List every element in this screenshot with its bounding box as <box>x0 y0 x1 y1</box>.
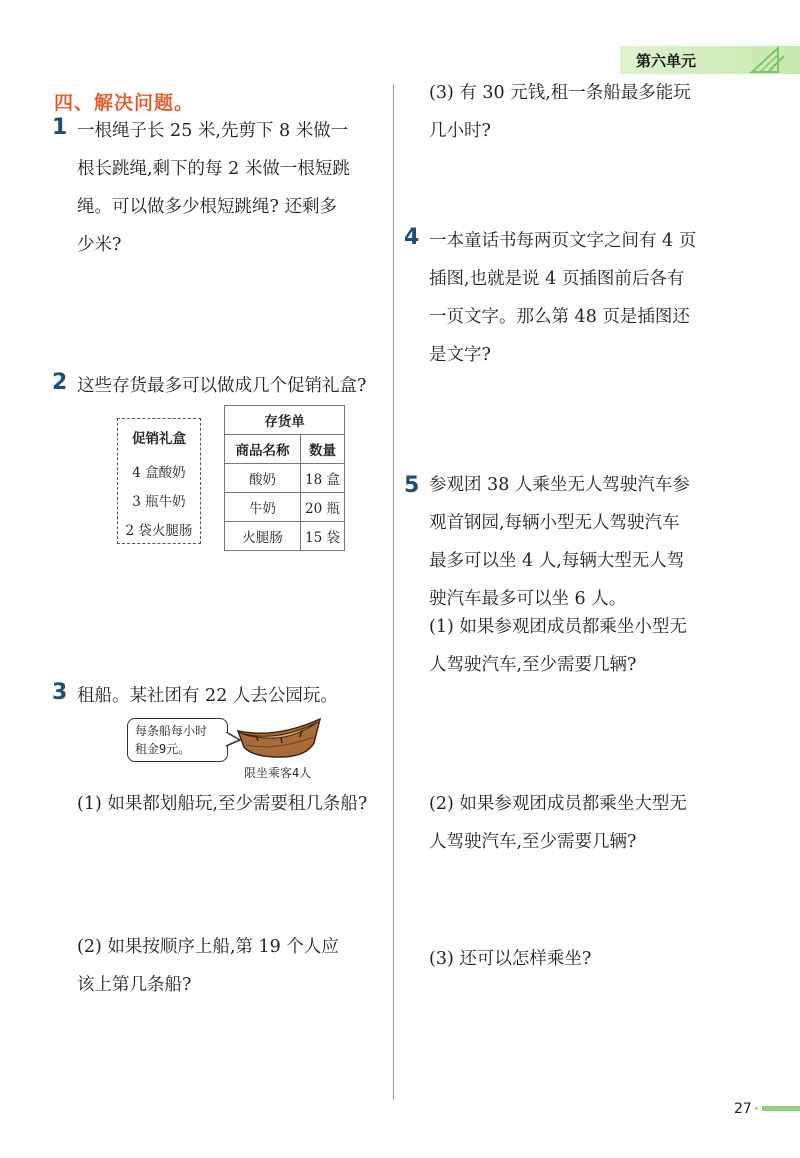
section-title: 四、解决问题。 <box>54 92 195 114</box>
table-row <box>225 464 345 493</box>
question-3-sub-1 <box>77 785 367 823</box>
text-line: 人驾驶汽车,至少需要几辆? <box>429 832 637 852</box>
text-line: 参观团 38 人乘坐无人驾驶汽车参 <box>429 475 690 495</box>
gift-box-item: 2 袋火腿肠 <box>125 523 193 539</box>
table-header: 商品名称 <box>225 435 301 464</box>
text-line: 驶汽车最多可以坐 6 人。 <box>429 589 627 609</box>
bubble-line: 每条船每小时 <box>135 724 208 738</box>
question-5-number: 5 <box>404 473 420 498</box>
text-line: 一页文字。那么第 48 页是插图还 <box>429 307 690 327</box>
table-row <box>225 493 345 522</box>
text-line: (1) 如果参观团成员都乘坐小型无 <box>429 617 687 637</box>
table-row <box>225 522 345 551</box>
question-5-sub-3 <box>429 940 591 978</box>
inventory-table-title: 存货单 <box>225 406 345 435</box>
question-3-sub-2 <box>77 928 339 1004</box>
question-5-sub-2 <box>429 785 687 861</box>
text-line: 几小时? <box>429 121 491 141</box>
text-line: 绳。可以做多少根短跳绳? 还剩多 <box>77 197 337 217</box>
question-2-number: 2 <box>52 370 68 395</box>
text-line: 该上第几条船? <box>77 975 192 995</box>
text-line: 根长跳绳,剩下的每 2 米做一根短跳 <box>77 159 350 179</box>
question-2-text <box>77 367 366 405</box>
question-5-text <box>429 466 690 618</box>
question-3-number: 3 <box>52 680 68 705</box>
ruler-triangle-icon <box>748 46 788 74</box>
rental-price-bubble <box>127 718 228 762</box>
page-number-dot <box>755 1107 758 1110</box>
column-divider <box>393 84 394 1100</box>
question-4-number: 4 <box>404 225 420 250</box>
question-1-text <box>77 112 350 264</box>
text-line: 少米? <box>77 235 122 255</box>
text-line: (3) 有 30 元钱,租一条船最多能玩 <box>429 83 691 103</box>
bubble-line: 租金9元。 <box>135 742 191 756</box>
page-number-bar <box>762 1106 800 1111</box>
text-line: 一根绳子长 25 米,先剪下 8 米做一 <box>77 121 349 141</box>
inventory-table <box>224 405 345 551</box>
question-3-text <box>77 677 338 715</box>
table-cell: 15 袋 <box>301 522 345 551</box>
unit-label: 第六单元 <box>636 52 697 70</box>
gift-box-card <box>117 418 201 544</box>
text-line: 观首钢园,每辆小型无人驾驶汽车 <box>429 513 680 533</box>
table-cell: 牛奶 <box>225 493 301 522</box>
gift-box-item: 4 盒酸奶 <box>132 465 186 481</box>
table-cell: 20 瓶 <box>301 493 345 522</box>
text-line: 插图,也就是说 4 页插图前后各有 <box>429 269 685 289</box>
text-line: 是文字? <box>429 345 491 365</box>
gift-box-item: 3 瓶牛奶 <box>132 494 186 510</box>
text-line: 一本童话书每两页文字之间有 4 页 <box>429 231 697 251</box>
table-cell: 18 盒 <box>301 464 345 493</box>
boat-capacity-label: 限坐乘客4人 <box>244 766 312 780</box>
rowboat-icon <box>236 717 322 761</box>
text-line: (1) 如果都划船玩,至少需要租几条船? <box>77 794 368 814</box>
page-number: 27 <box>734 1101 752 1117</box>
question-3-sub-3 <box>429 74 691 150</box>
text-line: (2) 如果参观团成员都乘坐大型无 <box>429 794 687 814</box>
question-5-sub-1 <box>429 608 687 684</box>
text-line: 租船。某社团有 22 人去公园玩。 <box>77 686 338 706</box>
gift-box-title: 促销礼盒 <box>132 431 186 447</box>
text-line: 这些存货最多可以做成几个促销礼盒? <box>77 376 367 396</box>
unit-header-tab <box>620 46 800 74</box>
table-cell: 酸奶 <box>225 464 301 493</box>
table-header: 数量 <box>301 435 345 464</box>
text-line: (2) 如果按顺序上船,第 19 个人应 <box>77 937 339 957</box>
text-line: 人驾驶汽车,至少需要几辆? <box>429 655 637 675</box>
text-line: 最多可以坐 4 人,每辆大型无人驾 <box>429 551 685 571</box>
question-1-number: 1 <box>52 115 68 140</box>
text-line: (3) 还可以怎样乘坐? <box>429 949 592 969</box>
table-cell: 火腿肠 <box>225 522 301 551</box>
question-4-text <box>429 222 696 374</box>
